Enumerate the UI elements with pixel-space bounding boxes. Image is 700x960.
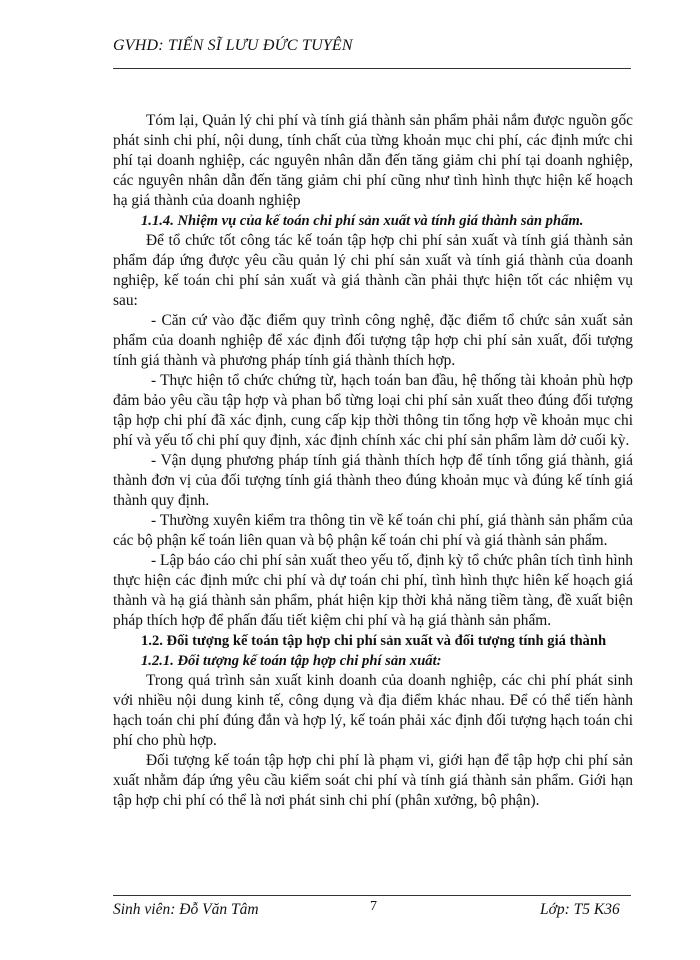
bullet-item-2: - Thực hiện tổ chức chứng từ, hạch toán ban đầu, hệ thống tài khoản phù hợp đảm bảo yêu cầu tập hợp và phan bổ từng loại chi phí sản xuất theo đúng đối tượng tập hợp chi phí đã xác định, cung cấp kịp thời thông tin tổng hợp về khoản mục chi phí và yếu tố chi phí quy định, xác định chính xác chi phí sản phẩm làm dở cuối kỳ.	[113, 372, 633, 449]
footer-divider	[113, 895, 631, 896]
header-divider	[113, 68, 631, 69]
footer-student: Sinh viên: Đỗ Văn Tâm	[113, 901, 259, 918]
section-heading-1-2: 1.2. Đối tượng kế toán tập hợp chi phí sản xuất và đối tượng tính giá thành	[141, 633, 607, 649]
paragraph-summary: Tóm lại, Quản lý chi phí và tính giá thành sản phẩm phải nắm được nguồn gốc phát sinh chi phí, nội dung, tính chất của từng khoản mục chi phí, các định mức chi phí tại doanh nghiệp, các nguyên nhân dẫn đến tăng giảm chi phí tại doanh nghiệp, các nguyên nhân dẫn đến tăng giảm chi phí cũng như tình hình thực hiện kế hoạch hạ giá thành của doanh nghiệp	[113, 112, 633, 209]
bullet-item-5: - Lập báo cáo chi phí sản xuất theo yếu tố, định kỳ tổ chức phân tích tình hình thực hiện các định mức chi phí và dự toán chi phí, tình hình thực hiên kế hoạch giá thành và hạ giá thành sản phẩm, phát hiện kịp thời khả năng tiềm tàng, đề xuất biện pháp thích hợp để phấn đấu tiết kiệm chi phí và hạ giá thành sản phẩm.	[113, 552, 633, 629]
paragraph-tasks-intro: Để tổ chức tốt công tác kế toán tập hợp chi phí sản xuất và tính giá thành sản phẩm đáp ứng được yêu cầu quản lý chi phí sản xuất và tính giá thành của doanh nghiệp, kế toán chi phí sản xuất và giá thành cần phải thực hiện tốt các nhiệm vụ sau:	[113, 232, 633, 309]
bullet-item-4: - Thường xuyên kiểm tra thông tin về kế toán chi phí, giá thành sản phẩm của các bộ phận kế toán liên quan và bộ phận kế toán chi phí và giá thành sản phẩm.	[113, 512, 633, 549]
section-heading-1-1-4: 1.1.4. Nhiệm vụ của kế toán chi phí sản xuất và tính giá thành sản phẩm.	[141, 213, 584, 229]
paragraph-cost-objects-definition: Đối tượng kế toán tập hợp chi phí là phạm vi, giới hạn để tập hợp chi phí sản xuất nhằm đáp ứng yêu cầu kiểm soát chi phí và tính giá thành sản phẩm. Giới hạn tập hợp chi phí có thể là nơi phát sinh chi phí (phân xưởng, bộ phận).	[113, 752, 633, 809]
paragraph-cost-objects-intro: Trong quá trình sản xuất kinh doanh của doanh nghiệp, các chi phí phát sinh với nhiều nội dung kinh tế, công dụng và địa điểm khác nhau. Để có thể tiến hành hạch toán chi phí đúng đắn và hợp lý, kế toán phải xác định đối tượng hạch toán chi phí cho phù hợp.	[113, 672, 633, 749]
page-header: GVHD: TIẾN SĨ LƯU ĐỨC TUYÊN	[113, 37, 353, 54]
footer-class: Lớp: T5 K36	[540, 901, 620, 918]
section-heading-1-2-1: 1.2.1. Đối tượng kế toán tập hợp chi phí sản xuất:	[141, 653, 442, 669]
bullet-item-1: - Căn cứ vào đặc điểm quy trình công nghệ, đặc điểm tổ chức sản xuất sản phẩm của doanh nghiệp để xác định đối tượng tập hợp chi phí sản xuất, đối tượng tính giá thành và phương pháp tính giá thành thích hợp.	[113, 312, 633, 369]
footer-page-number: 7	[370, 899, 377, 914]
document-body	[113, 111, 633, 811]
bullet-item-3: - Vận dụng phương pháp tính giá thành thích hợp để tính tổng giá thành, giá thành đơn vị của đối tượng tính giá thành theo đúng khoản mục và đúng kế tính giá thành quy định.	[113, 452, 633, 509]
